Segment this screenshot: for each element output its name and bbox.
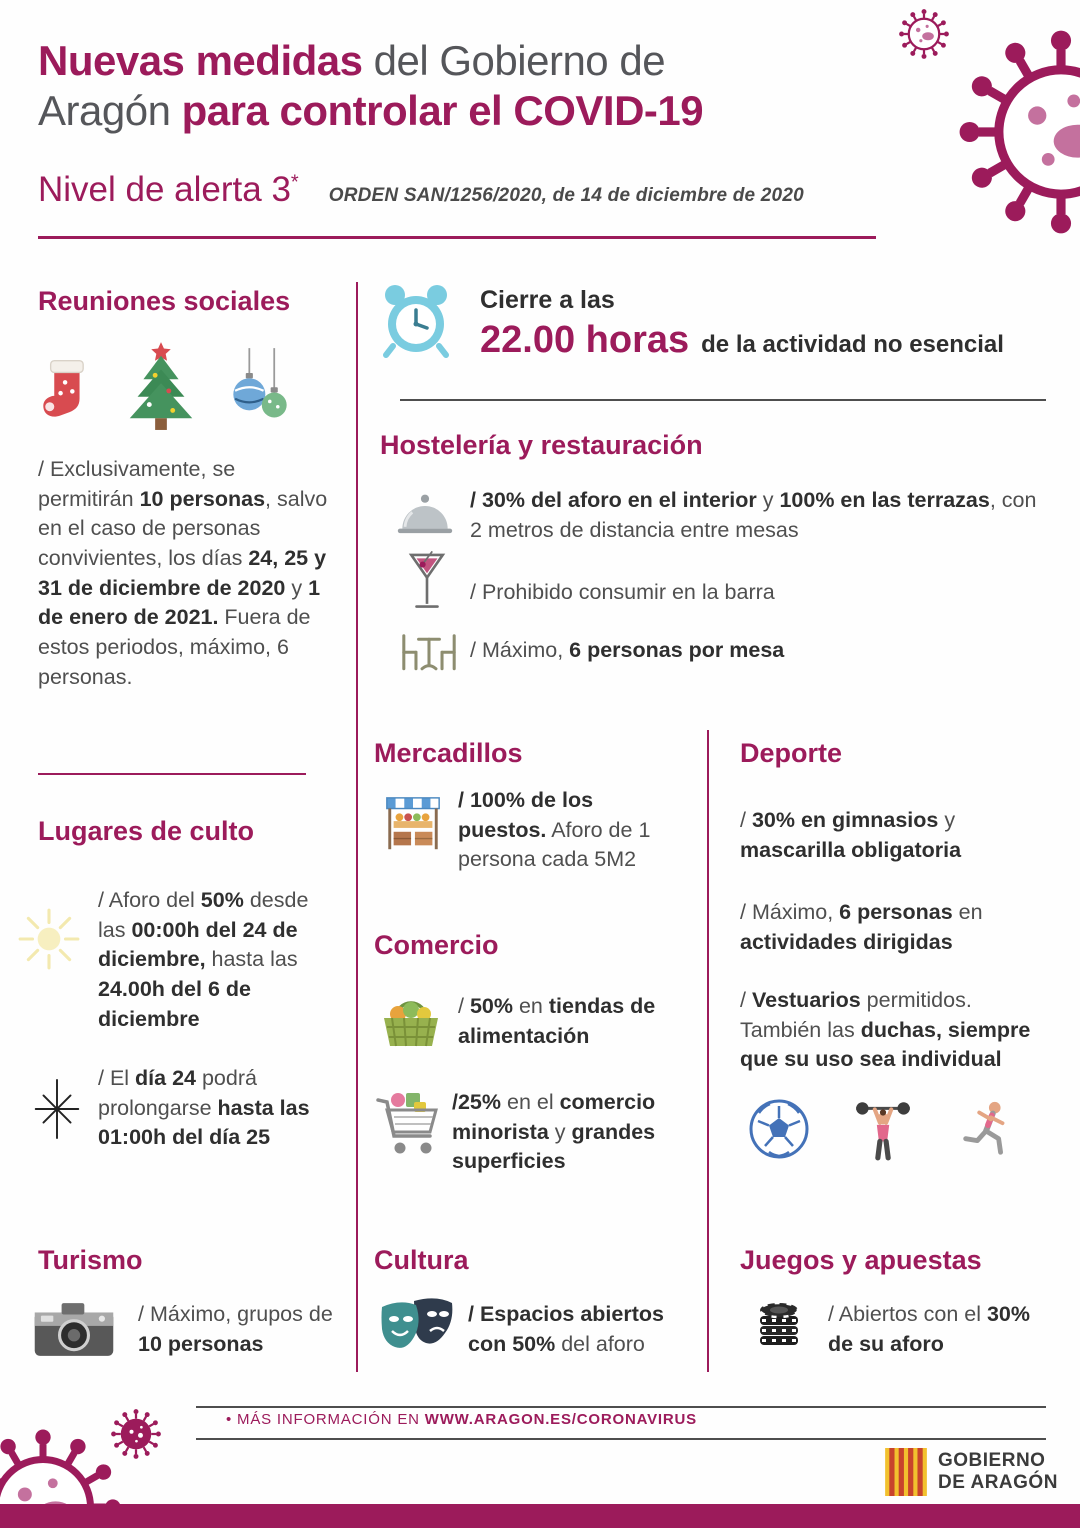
culto-item-dia24: / El día 24 podrá prolongarse hasta las 01:00h del día 25	[98, 1066, 310, 1150]
aragon-flag-icon	[884, 1448, 928, 1496]
page-title-line-1: Nuevas medidas del Gobierno de	[38, 37, 666, 84]
ornaments-icon	[228, 344, 292, 434]
closure-lead-text: Cierre a las	[480, 286, 615, 314]
poker-chips-icon	[752, 1296, 810, 1354]
sports-icons	[748, 1096, 1048, 1162]
logo-text-line-1: GOBIERNO	[938, 1450, 1046, 1472]
juegos-text: / Abiertos con el 30% de su aforo	[828, 1302, 1030, 1356]
section-title-reuniones-sociales: Reuniones sociales	[38, 286, 291, 316]
virus-icon	[955, 26, 1080, 238]
closure-time: 22.00 horas	[480, 319, 690, 361]
stocking-icon	[38, 356, 94, 434]
page-title-line-2: Aragón para controlar el COVID-19	[38, 87, 704, 134]
more-info-text: • MÁS INFORMACIÓN EN WWW.ARAGON.ES/CORONAVIRUS	[226, 1411, 697, 1428]
alarm-clock-icon	[378, 282, 454, 358]
comercio-item-minorista: /25% en el comercio minorista y grandes superficies	[452, 1090, 656, 1174]
cocktail-icon	[406, 546, 448, 618]
grocery-basket-icon	[378, 992, 444, 1052]
header-divider	[38, 236, 876, 239]
deporte-item-vestuarios: / Vestuarios permitidos. También las duchas, siempre que su uso sea individual	[740, 988, 1031, 1072]
cloche-icon	[396, 492, 454, 538]
soccer-ball-icon	[748, 1098, 810, 1160]
bottom-color-bar	[0, 1504, 1080, 1528]
table-chairs-icon	[396, 628, 462, 673]
left-column-divider	[38, 773, 306, 775]
section-title-lugares-de-culto: Lugares de culto	[38, 816, 255, 846]
hosteleria-item-aforo: / 30% del aforo en el interior y 100% en las terrazas, con 2 metros de distancia entre mesas	[470, 488, 1037, 542]
logo-text-line-2: DE ARAGÓN	[938, 1472, 1058, 1493]
section-title-cultura: Cultura	[374, 1245, 469, 1275]
section-title-deporte: Deporte	[740, 738, 843, 768]
alert-level-text: Nivel de alerta 3*	[38, 170, 299, 209]
section-title-comercio: Comercio	[374, 930, 499, 960]
theater-masks-icon	[380, 1297, 456, 1357]
section-title-hosteleria: Hostelería y restauración	[380, 430, 703, 460]
sun-icon	[16, 906, 82, 972]
shopping-cart-icon	[374, 1088, 444, 1158]
closure-scope-text: de la actividad no esencial	[701, 331, 1004, 358]
closure-divider	[400, 399, 1046, 401]
runner-icon	[956, 1097, 1018, 1161]
christmas-tree-icon	[120, 340, 202, 434]
deporte-item-actividades: / Máximo, 6 personas en actividades dirigidas	[740, 900, 983, 954]
market-stall-icon	[382, 794, 444, 856]
hosteleria-item-barra: / Prohibido consumir en la barra	[470, 580, 775, 604]
alert-level-row	[38, 170, 938, 210]
reuniones-text: / Exclusivamente, se permitirán 10 personas, salvo en el caso de personas convivientes, los días 24, 25 y 31 de diciembre de 2020 y 1 de enero de 2021. Fuera de estos periodos, máximo, 6 personas.	[38, 457, 328, 689]
comercio-item-alimentacion: / 50% en tiendas de alimentación	[458, 994, 656, 1048]
weightlifter-icon	[850, 1096, 916, 1162]
turismo-text: / Máximo, grupos de 10 personas	[138, 1302, 333, 1356]
logo-text	[938, 1450, 1058, 1494]
hosteleria-item-mesa: / Máximo, 6 personas por mesa	[470, 638, 785, 662]
mercadillos-text: / 100% de los puestos. Aforo de 1 persona cada 5M2	[458, 788, 651, 872]
gobierno-de-aragon-logo	[884, 1448, 1058, 1496]
section-title-turismo: Turismo	[38, 1245, 143, 1275]
closure-time-line	[480, 319, 1046, 362]
sparkle-star-icon	[28, 1078, 86, 1140]
alert-footnote-mark: *	[290, 171, 299, 194]
virus-icon	[110, 1408, 162, 1460]
page-title	[38, 36, 888, 136]
virus-icon	[898, 8, 950, 60]
section-title-juegos-y-apuestas: Juegos y apuestas	[740, 1245, 982, 1275]
deporte-item-gimnasios: / 30% en gimnasios y mascarilla obligatoria	[740, 808, 962, 862]
camera-icon	[32, 1298, 116, 1360]
culto-item-aforo: / Aforo del 50% desde las 00:00h del 24 de diciembre, hasta las 24.00h del 6 de diciembre	[98, 888, 309, 1031]
vertical-divider-right	[707, 730, 709, 1372]
christmas-icons	[38, 338, 328, 434]
cultura-text: / Espacios abiertos con 50% del aforo	[468, 1302, 664, 1356]
footer-divider-bottom	[196, 1438, 1046, 1440]
vertical-divider-left	[356, 282, 358, 1372]
closure-notice	[480, 286, 1046, 362]
footer-divider-top	[196, 1406, 1046, 1408]
order-reference: ORDEN SAN/1256/2020, de 14 de diciembre de 2020	[328, 185, 804, 206]
section-title-mercadillos: Mercadillos	[374, 738, 523, 768]
